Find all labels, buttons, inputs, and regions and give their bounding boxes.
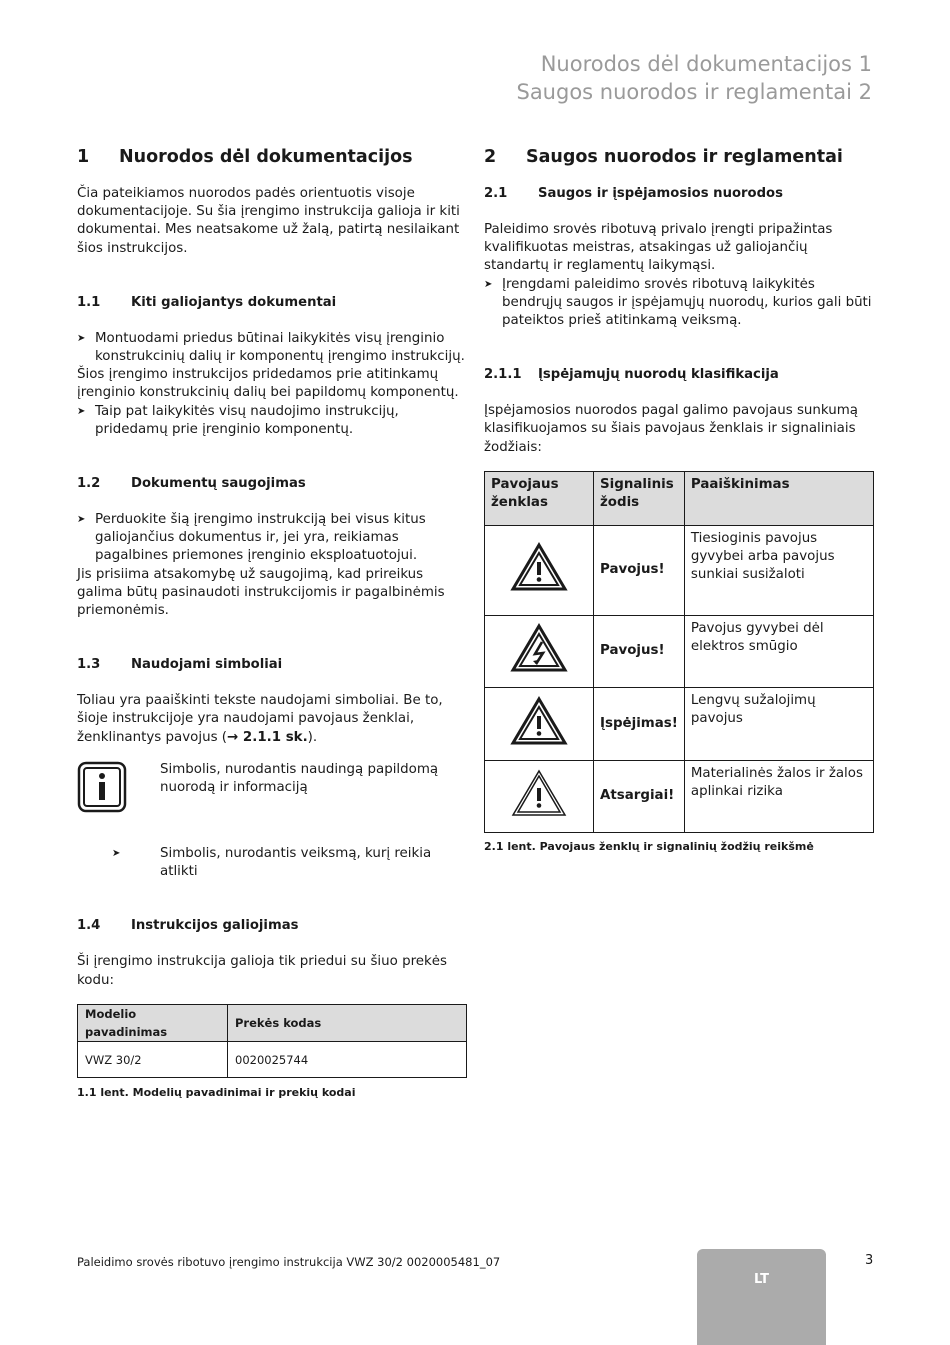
section-1-3-text: Toliau yra paaiškinti tekste naudojami simboliai. Be to, šioje instrukcijoje yra naudojami pavojaus ženklai, ženklinantys pavojus (→ 2.1.1 sk.). <box>77 693 443 745</box>
right-column <box>484 145 874 854</box>
table-header-cell: Paaiškinimas <box>684 471 873 525</box>
signal-word: Pavojus! <box>594 615 685 687</box>
warning-triangle-icon <box>485 687 594 760</box>
signal-word: Įspėjimas! <box>594 687 685 760</box>
table-row <box>485 615 874 687</box>
section-1-3-heading: 1.3 Naudojami simboliai <box>77 657 283 673</box>
arrow-bullet-icon: ➤ <box>77 514 86 526</box>
table-header-row <box>485 471 874 525</box>
page-header <box>516 50 872 106</box>
caution-triangle-icon <box>485 760 594 832</box>
bullet-item: ➤ Montuodami priedus būtinai laikykitės visų įrenginio konstrukcinių dalių ir komponentų įrengimo instrukcijų. <box>77 330 467 366</box>
table-cell: Pavojus gyvybei dėl elektros smūgio <box>684 615 873 687</box>
table-cell: Materialinės žalos ir žalos aplinkai rizika <box>684 760 873 832</box>
table-header-row <box>78 1004 467 1041</box>
table-cell: 0020025744 <box>228 1042 467 1078</box>
bullet-item: ➤ Įrengdami paleidimo srovės ribotuvą laikykitės bendrųjų saugos ir įspėjamųjų nuorodų, kurios gali būti pateiktos prieš atitinkamą veiksmą. <box>484 276 874 331</box>
section-2-1-1-text: Įspėjamosios nuorodos pagal galimo pavojaus sunkumą klasifikuojamos su šiais pavojaus ženklais ir signaliniais žodžiais: <box>484 403 858 455</box>
table-row <box>78 1042 467 1078</box>
table-cell: Tiesioginis pavojus gyvybei arba pavojus sunkiai susižaloti <box>684 525 873 615</box>
left-column <box>77 145 467 1100</box>
table-caption: 2.1 lent. Pavojaus ženklų ir signalinių žodžių reikšmė <box>484 839 814 853</box>
signal-word: Atsargiai! <box>594 760 685 832</box>
section-1-4-text: Ši įrengimo instrukcija galioja tik priedui su šiuo prekės kodu: <box>77 954 447 988</box>
section-2-1-heading: 2.1 Saugos ir įspėjamosios nuorodos <box>484 186 783 201</box>
section-1-text: Čia pateikiamos nuorodos padės orientuotis visoje dokumentacijoje. Su šia įrengimo instrukcija galioja ir kiti dokumentai. Mes neatsakome už žalą, patirtą nesilaikant šios instrukcijos. <box>77 186 460 256</box>
table-header-cell: Pavojaus ženklas <box>485 471 594 525</box>
arrow-bullet-icon: ➤ <box>77 405 86 417</box>
table-cell: VWZ 30/2 <box>78 1042 228 1078</box>
arrow-bullet-icon: ➤ <box>484 278 493 290</box>
bullet-item: ➤ Perduokite šią įrengimo instrukciją bei visus kitus galiojančius dokumentus ir, jei yra, reikiamas pagalbines priemones įrenginio eksploatuotojui. <box>77 511 467 566</box>
warning-triangle-icon <box>485 525 594 615</box>
table-header-cell: Modelio pavadinimas <box>78 1004 228 1041</box>
symbol-action-row <box>77 845 467 881</box>
cross-reference-link[interactable]: → 2.1.1 sk. <box>227 729 308 745</box>
table-row <box>485 687 874 760</box>
symbol-info-text: Simbolis, nurodantis naudingą papildomą nuorodą ir informaciją <box>160 761 439 796</box>
section-1-heading: 1 Nuorodos dėl dokumentacijos <box>77 147 413 167</box>
section-1-1-heading: 1.1 Kiti galiojantys dokumentai <box>77 294 337 310</box>
table-header-cell: Prekės kodas <box>228 1004 467 1041</box>
signal-word: Pavojus! <box>594 525 685 615</box>
electric-hazard-icon <box>485 615 594 687</box>
language-tab: LT <box>697 1249 826 1345</box>
warning-table <box>484 471 874 833</box>
table-row <box>485 525 874 615</box>
arrow-bullet-icon: ➤ <box>112 848 121 860</box>
bullet-item: ➤ Taip pat laikykitės visų naudojimo instrukcijų, pridedamų prie įrenginio komponentų. <box>77 403 467 439</box>
symbol-action-text: Simbolis, nurodantis veiksmą, kurį reikia atlikti <box>160 846 432 880</box>
table-header-cell: Signalinis žodis <box>594 471 685 525</box>
header-line-2: Saugos nuorodos ir reglamentai 2 <box>516 80 872 104</box>
section-1-2-heading: 1.2 Dokumentų saugojimas <box>77 476 306 492</box>
section-2-1-1-heading: 2.1.1 Įspėjamųjų nuorodų klasifikacija <box>484 367 779 383</box>
info-icon <box>77 761 160 819</box>
section-2-heading: 2 Saugos nuorodos ir reglamentai <box>484 147 843 167</box>
page-number: 3 <box>865 1253 874 1268</box>
table-caption: 1.1 lent. Modelių pavadinimai ir prekių kodai <box>77 1086 356 1100</box>
model-table <box>77 1004 467 1078</box>
header-line-1: Nuorodos dėl dokumentacijos 1 <box>540 52 872 76</box>
section-1-1-text: Šios įrengimo instrukcijos pridedamos prie atitinkamų įrenginio konstrukcinių dalių bei papildomų komponentų. <box>77 367 459 401</box>
footer-text: Paleidimo srovės ribotuvo įrengimo instrukcija VWZ 30/2 0020005481_07 <box>77 1255 501 1269</box>
symbol-info-row <box>77 761 467 819</box>
table-cell: Lengvų sužalojimų pavojus <box>684 687 873 760</box>
section-2-1-text: Paleidimo srovės ribotuvą privalo įrengti pripažintas kvalifikuotas meistras, atsakingas už galiojančių standartų ir reglamentų laikymąsi. <box>484 222 833 274</box>
section-1-2-text: Jis prisiima atsakomybę už saugojimą, kad prireikus galima būtų pasinaudoti instrukcijomis ir pagalbinėmis priemonėmis. <box>77 566 445 619</box>
table-row <box>485 760 874 832</box>
arrow-bullet-icon: ➤ <box>77 332 86 344</box>
section-1-4-heading: 1.4 Instrukcijos galiojimas <box>77 918 299 934</box>
